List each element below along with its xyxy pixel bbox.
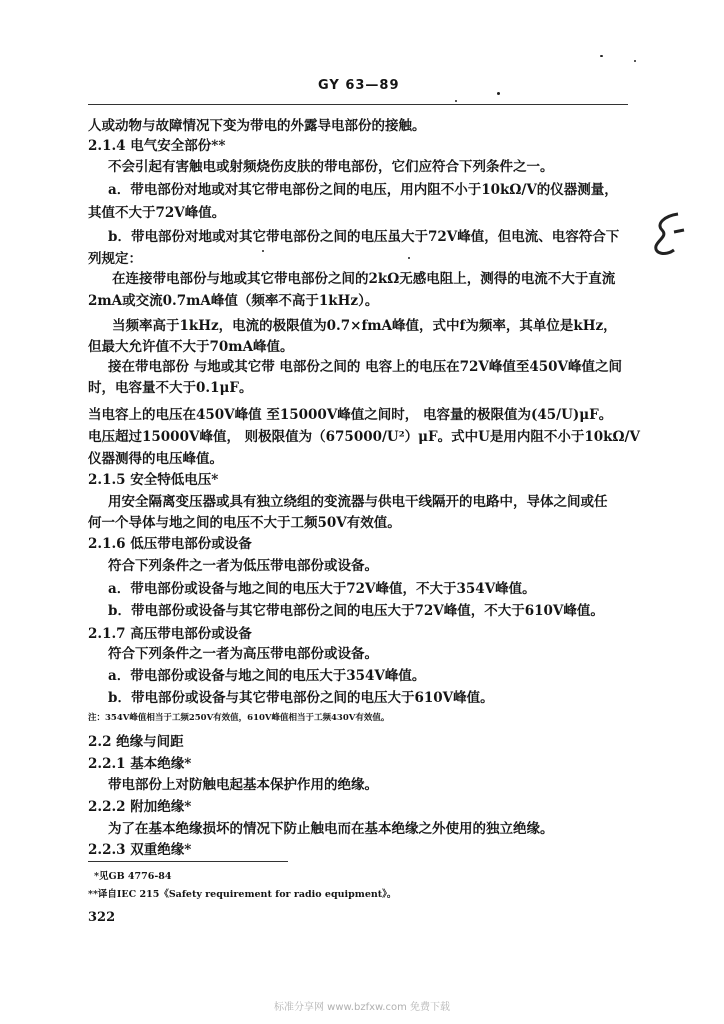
header-rule (88, 104, 628, 105)
section-heading-2-1-4: 2.1.4 电气安全部份** (88, 138, 226, 154)
scan-speck (497, 92, 500, 95)
section-heading-2-2: 2.2 绝缘与间距 (88, 734, 184, 750)
body-line: 不会引起有害触电或射频烧伤皮肤的带电部份，它们应符合下列条件之一。 (108, 159, 554, 175)
list-item-b: b．带电部份对地或对其它带电部份之间的电压虽大于72V峰值，但电流、电容符合下 (108, 229, 620, 245)
section-heading-2-1-5: 2.1.5 安全特低电压* (88, 472, 219, 488)
body-line: 接在带电部份 与地或其它带 电部份之间的 电容上的电压在72V峰值至450V峰值之间 (108, 359, 623, 375)
footnote: **译自IEC 215《Safety requirement for radio equipment》。 (88, 889, 397, 900)
list-item-b: b．带电部份或设备与其它带电部份之间的电压大于610V峰值。 (108, 690, 494, 706)
body-line: 符合下列条件之一者为低压带电部份或设备。 (108, 558, 378, 574)
body-line: 仪器测得的电压峰值。 (88, 451, 223, 467)
body-line: 电压超过15000V峰值， 则极限值为（675000/U²）μF。式中U是用内阻不小于10kΩ/V (88, 429, 640, 445)
section-heading-2-1-6: 2.1.6 低压带电部份或设备 (88, 536, 252, 552)
section-heading-2-1-7: 2.1.7 高压带电部份或设备 (88, 626, 252, 642)
scan-speck (634, 60, 636, 62)
body-line: 列规定： (88, 251, 142, 267)
list-item-a: a．带电部份或设备与地之间的电压大于72V峰值，不大于354V峰值。 (108, 581, 536, 597)
section-heading-2-2-1: 2.2.1 基本绝缘* (88, 756, 192, 772)
body-line: 在连接带电部份与地或其它带电部份之间的2kΩ无感电阻上，测得的电流不大于直流 (112, 271, 616, 287)
list-item-a: a．带电部份或设备与地之间的电压大于354V峰值。 (108, 668, 426, 684)
scan-speck (408, 257, 410, 259)
margin-scribble (650, 210, 690, 260)
body-line: 2mA或交流0.7mA峰值（频率不高于1kHz）。 (88, 293, 379, 309)
page-header: GY 63—89 (318, 78, 400, 93)
section-heading-2-2-3: 2.2.3 双重绝缘* (88, 842, 192, 858)
footnote-rule (88, 861, 288, 862)
list-item-a: a．带电部份对地或对其它带电部份之间的电压，用内阻不小于10kΩ/V的仪器测量， (108, 182, 618, 198)
body-line: 时，电容量不大于0.1μF。 (88, 380, 253, 396)
body-line: 带电部份上对防触电起基本保护作用的绝缘。 (108, 777, 378, 793)
body-line: 但最大允许值不大于70mA峰值。 (88, 339, 294, 355)
body-line: 当频率高于1kHz，电流的极限值为0.7×fmA峰值，式中f为频率，其单位是kHz， (112, 318, 617, 334)
watermark: 标准分享网 www.bzfxw.com 免费下载 (274, 1002, 450, 1013)
body-line: 其值不大于72V峰值。 (88, 205, 226, 221)
body-line: 人或动物与故障情况下变为带电的外露导电部份的接触。 (88, 118, 426, 134)
body-line: 符合下列条件之一者为高压带电部份或设备。 (108, 646, 378, 662)
list-item-b: b．带电部份或设备与其它带电部份之间的电压大于72V峰值，不大于610V峰值。 (108, 603, 604, 619)
footnote: *见GB 4776-84 (94, 871, 172, 882)
scan-speck (262, 250, 264, 252)
page-number: 322 (88, 910, 116, 925)
scan-speck (600, 55, 603, 57)
scan-speck (455, 100, 457, 102)
section-heading-2-2-2: 2.2.2 附加绝缘* (88, 799, 192, 815)
body-line: 为了在基本绝缘损坏的情况下防止触电而在基本绝缘之外使用的独立绝缘。 (108, 821, 554, 837)
body-line: 用安全隔离变压器或具有独立绕组的变流器与供电干线隔开的电路中，导体之间或任 (108, 494, 608, 510)
body-line: 何一个导体与地之间的电压不大于工频50V有效值。 (88, 515, 401, 531)
body-line: 当电容上的电压在450V峰值 至15000V峰值之间时， 电容量的极限值为(45/U)μF。 (88, 407, 613, 423)
note-line: 注：354V峰值相当于工频250V有效值，610V峰值相当于工频430V有效值。 (88, 713, 390, 723)
